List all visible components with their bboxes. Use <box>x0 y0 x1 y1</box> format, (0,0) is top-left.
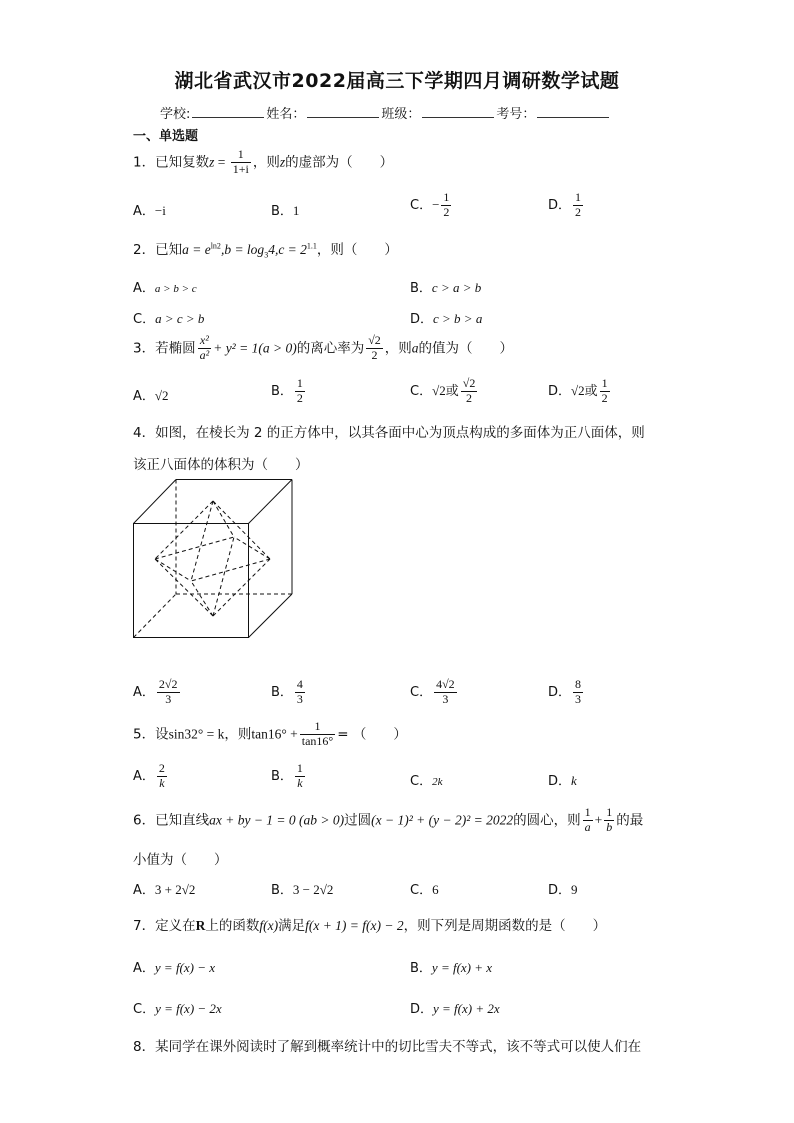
q5-option-a[interactable] <box>133 762 169 791</box>
q2-b-label: B． <box>410 281 432 296</box>
q3-prefix: 3．若椭圆 <box>133 340 196 357</box>
number-blank[interactable] <box>537 104 609 118</box>
q5-b-num: 1 <box>296 761 303 775</box>
octa-edge <box>213 501 234 537</box>
q6-d-text: 9 <box>571 882 578 897</box>
q2-c-label: C． <box>133 312 156 327</box>
q2-a-text: a > b > c <box>154 283 197 295</box>
q3-option-a[interactable] <box>133 385 169 404</box>
octa-edge <box>155 559 213 616</box>
q3-c-fraction <box>461 377 478 406</box>
q3-c-num: √2 <box>462 376 476 390</box>
q2-d-text: c > b > a <box>433 311 483 326</box>
q6-d2: b <box>606 819 613 834</box>
q6-mid: 过圆 <box>344 812 372 829</box>
q3-den: a² <box>199 347 210 362</box>
q3-b-fraction <box>295 377 305 406</box>
q1-d-den: 2 <box>575 204 582 219</box>
q6-fraction-2 <box>604 806 614 835</box>
q3-var: a <box>411 340 419 356</box>
school-blank[interactable] <box>192 104 264 118</box>
q1-c-sign: − <box>432 196 440 212</box>
q7-a-text: y = f(x) − x <box>154 960 216 975</box>
q1-b-label: B． <box>271 204 293 219</box>
q1-c-num: 1 <box>443 190 450 204</box>
q6-d1: a <box>584 819 591 834</box>
section-heading: 一、单选题 <box>133 129 199 144</box>
q6-option-d[interactable] <box>548 879 578 898</box>
name-label: 姓名： <box>266 107 306 122</box>
q1-d-label: D． <box>548 197 572 213</box>
q2-option-a[interactable] <box>133 277 197 296</box>
q1-c-den: 2 <box>443 204 450 219</box>
q1-option-c[interactable] <box>410 191 453 220</box>
q1-b-text: 1 <box>292 203 300 218</box>
q5-prefix: 5．设 <box>133 726 169 743</box>
student-info-row <box>160 103 611 122</box>
q3-d-fraction <box>600 377 610 406</box>
q3-suffix: 的值为（ ） <box>418 340 514 357</box>
q3-d-den: 2 <box>601 390 608 405</box>
q6-c-text: 6 <box>432 882 439 897</box>
class-blank[interactable] <box>422 104 494 118</box>
q1-mid: ，则 <box>252 154 280 171</box>
q7-mid2: 满足 <box>278 918 306 934</box>
octa-edge <box>155 559 191 581</box>
q4-a-label: A． <box>133 684 155 700</box>
q5-c-label: C． <box>410 774 433 789</box>
q6-suffix: 的最 <box>616 812 644 829</box>
q7-prefix: 7．定义在 <box>133 918 196 934</box>
question-1 <box>133 148 393 177</box>
q7-option-d[interactable] <box>410 998 500 1017</box>
q6-expr2: (x − 1)² + (y − 2)² = 2022 <box>371 812 514 828</box>
q3-c-first: √2 <box>432 382 446 398</box>
q6-fraction-1 <box>583 806 593 835</box>
q2-prefix: 2．已知 <box>133 242 183 258</box>
number-label: 考号： <box>496 107 536 122</box>
question-8-line-1: 8．某同学在课外阅读时了解到概率统计中的切比雪夫不等式，该不等式可以使人们在 <box>133 1039 642 1055</box>
q3-d-num: 1 <box>601 376 608 390</box>
q6-n1: 1 <box>584 805 591 819</box>
q7-option-c[interactable] <box>133 998 222 1017</box>
q7-a-label: A． <box>133 961 155 976</box>
q5-mid: ，则 <box>224 726 252 743</box>
q1-var2: z <box>279 154 286 170</box>
q7-suffix: ，则下列是周期函数的是（ ） <box>403 918 607 934</box>
q4-option-a[interactable] <box>133 678 182 707</box>
question-6-line-1 <box>133 806 643 835</box>
q6-expr: ax + by − 1 = 0 (ab > 0) <box>209 812 345 828</box>
q4-d-num: 8 <box>575 677 582 691</box>
q1-prefix: 1．已知复数 <box>133 154 210 171</box>
q1-option-d[interactable] <box>548 191 585 220</box>
q3-b-label: B． <box>271 383 293 399</box>
q6-n2: 1 <box>606 805 613 819</box>
q3-option-b[interactable] <box>271 377 307 406</box>
cube-edge-top-left <box>134 480 177 524</box>
q3-num: x² <box>198 334 212 349</box>
q5-d-label: D． <box>548 774 572 789</box>
q3-d-label: D． <box>548 383 572 399</box>
q4-a-num: 2√2 <box>158 677 178 691</box>
q6-option-b[interactable] <box>271 879 333 898</box>
q3-d-first: √2 <box>571 382 585 398</box>
q6-b-text: 3 − 2√2 <box>292 882 334 897</box>
q6-prefix: 6．已知直线 <box>133 812 210 829</box>
q2-option-d[interactable] <box>410 308 482 327</box>
q7-d-label: D． <box>410 1002 434 1017</box>
q3-c-or: 或 <box>445 383 459 399</box>
q1-c-label: C． <box>410 197 433 213</box>
q6-d-label: D． <box>548 883 572 898</box>
q3-fraction <box>198 334 212 363</box>
q3-a-text: √2 <box>154 388 169 403</box>
q1-d-num: 1 <box>575 190 582 204</box>
q5-option-d[interactable] <box>548 770 577 789</box>
cube-octahedron-figure <box>128 474 300 644</box>
q3-d-or: 或 <box>584 383 598 399</box>
octa-edge <box>155 501 213 559</box>
q4-c-num: 4√2 <box>436 677 455 691</box>
q1-fraction <box>231 148 251 177</box>
q5-d-text: k <box>571 773 577 788</box>
q3-mid: + y² = 1(a > 0) <box>213 340 297 356</box>
q2-a-exp: ln2 <box>210 241 221 251</box>
q1-d-fraction <box>573 191 583 220</box>
q3-c-label: C． <box>410 383 433 399</box>
q2-b-text: c > a > b <box>431 280 482 295</box>
q7-f: f(x) <box>259 918 279 933</box>
q5-a-fraction <box>157 762 167 791</box>
octa-edge <box>191 501 213 581</box>
class-label: 班级： <box>381 107 421 122</box>
q1-num: 1 <box>231 148 251 163</box>
octa-edge <box>213 537 234 616</box>
octa-edge <box>191 581 213 616</box>
q7-expr: f(x + 1) = f(x) − 2 <box>305 918 404 933</box>
q2-d-label: D． <box>410 312 434 327</box>
q7-mid: 上的函数 <box>205 918 260 934</box>
cube-edge-bottom-right <box>249 594 293 638</box>
q5-b-fraction <box>295 762 305 791</box>
q5-num: 1 <box>300 720 335 735</box>
q2-c-exp: 1.1 <box>306 241 317 251</box>
q4-d-label: D． <box>548 684 572 700</box>
octa-edge <box>155 537 234 559</box>
q3-e-fraction <box>366 334 383 363</box>
q3-b-num: 1 <box>296 376 303 390</box>
q4-b-den: 3 <box>296 691 303 706</box>
cube-hidden-diagonal <box>134 594 177 638</box>
q3-e-den: 2 <box>371 347 378 362</box>
q3-mid2: 的离心率为 <box>296 340 365 357</box>
q4-c-fraction <box>434 678 457 707</box>
question-4-line-1: 4．如图，在棱长为 2 的正方体中，以其各面中心为顶点构成的多面体为正八面体，则 <box>133 425 645 441</box>
q4-option-c[interactable] <box>410 678 459 707</box>
q6-mid2: 的圆心，则 <box>513 812 581 829</box>
q3-option-c[interactable] <box>410 377 479 406</box>
question-2 <box>133 238 398 260</box>
q1-option-a[interactable] <box>133 200 166 219</box>
q7-b-label: B． <box>410 961 432 976</box>
q4-b-fraction <box>295 678 305 707</box>
name-blank[interactable] <box>307 104 379 118</box>
q7-c-text: y = f(x) − 2x <box>155 1001 222 1016</box>
q5-a-label: A． <box>133 768 155 784</box>
q7-d-text: y = f(x) + 2x <box>433 1001 500 1016</box>
q5-b-label: B． <box>271 768 293 784</box>
q4-a-den: 3 <box>165 691 172 706</box>
q5-option-c[interactable] <box>410 770 442 789</box>
q5-c-text: 2k <box>432 776 443 788</box>
q2-a: a = e <box>182 242 211 257</box>
page-title: 湖北省武汉市2022届高三下学期四月调研数学试题 <box>174 70 620 92</box>
cube-edge-top-right <box>249 480 293 524</box>
q7-option-b[interactable] <box>410 957 492 976</box>
question-5 <box>133 720 407 749</box>
q5-suffix: = （ ） <box>337 726 407 743</box>
q6-a-text: 3 + 2√2 <box>154 882 196 897</box>
q7-b-text: y = f(x) + x <box>431 960 493 975</box>
q3-b-den: 2 <box>296 390 303 405</box>
octa-edge <box>191 559 270 581</box>
q1-option-b[interactable] <box>271 200 299 219</box>
q5-den: tan16° <box>301 733 334 748</box>
q1-var: z <box>209 154 215 170</box>
q2-c-text: a > c > b <box>155 311 205 326</box>
question-3 <box>133 334 513 363</box>
q1-eq: = <box>214 154 229 170</box>
q6-b-label: B． <box>271 883 293 898</box>
q2-option-c[interactable] <box>133 308 204 327</box>
q2-suffix: ，则（ ） <box>316 242 398 258</box>
q5-a-num: 2 <box>158 761 165 775</box>
q2-b2: 4,c = 2 <box>268 242 307 257</box>
q1-a-label: A． <box>133 204 155 219</box>
q7-real-set: R <box>195 918 206 933</box>
q5-fraction <box>300 720 335 749</box>
q5-expr: sin32° = k <box>168 726 225 742</box>
q7-c-label: C． <box>133 1002 156 1017</box>
q6-plus: + <box>594 812 603 828</box>
question-6-line-2: 小值为（ ） <box>133 852 228 868</box>
q7-option-a[interactable] <box>133 957 215 976</box>
q6-option-a[interactable] <box>133 879 195 898</box>
octa-edge <box>213 559 270 616</box>
q1-a-text: −i <box>154 203 166 218</box>
q2-b: ,b = log <box>220 242 265 257</box>
q4-b-num: 4 <box>296 677 303 691</box>
school-label: 学校: <box>160 107 191 122</box>
q4-d-den: 3 <box>575 691 582 706</box>
q2-option-b[interactable] <box>410 277 481 296</box>
octa-edge <box>234 537 270 559</box>
q2-b-sub: 3 <box>264 250 269 260</box>
q5-expr2: tan16° + <box>251 726 298 742</box>
q3-a-label: A． <box>133 389 155 404</box>
q3-option-d[interactable] <box>548 377 612 406</box>
q3-mid3: ，则 <box>384 340 412 357</box>
q4-option-b[interactable] <box>271 678 307 707</box>
q4-b-label: B． <box>271 684 293 700</box>
q3-e-num: √2 <box>368 333 381 347</box>
q4-option-d[interactable] <box>548 678 585 707</box>
q4-a-fraction <box>157 678 180 707</box>
q4-c-label: C． <box>410 684 433 700</box>
q4-d-fraction <box>573 678 583 707</box>
question-4-line-2: 该正八面体的体积为（ ） <box>133 457 309 473</box>
q1-suffix: 的虚部为（ ） <box>285 154 394 171</box>
q5-option-b[interactable] <box>271 762 307 791</box>
q1-c-fraction <box>441 191 451 220</box>
q1-den: 1+i <box>232 161 249 176</box>
q6-a-label: A． <box>133 883 155 898</box>
q4-c-den: 3 <box>442 691 449 706</box>
q2-a-label: A． <box>133 281 155 296</box>
q5-a-den: k <box>159 775 165 790</box>
q6-option-c[interactable] <box>410 879 439 898</box>
question-7 <box>133 914 606 934</box>
q6-c-label: C． <box>410 883 433 898</box>
q5-b-den: k <box>297 775 303 790</box>
q3-c-den: 2 <box>466 390 473 405</box>
